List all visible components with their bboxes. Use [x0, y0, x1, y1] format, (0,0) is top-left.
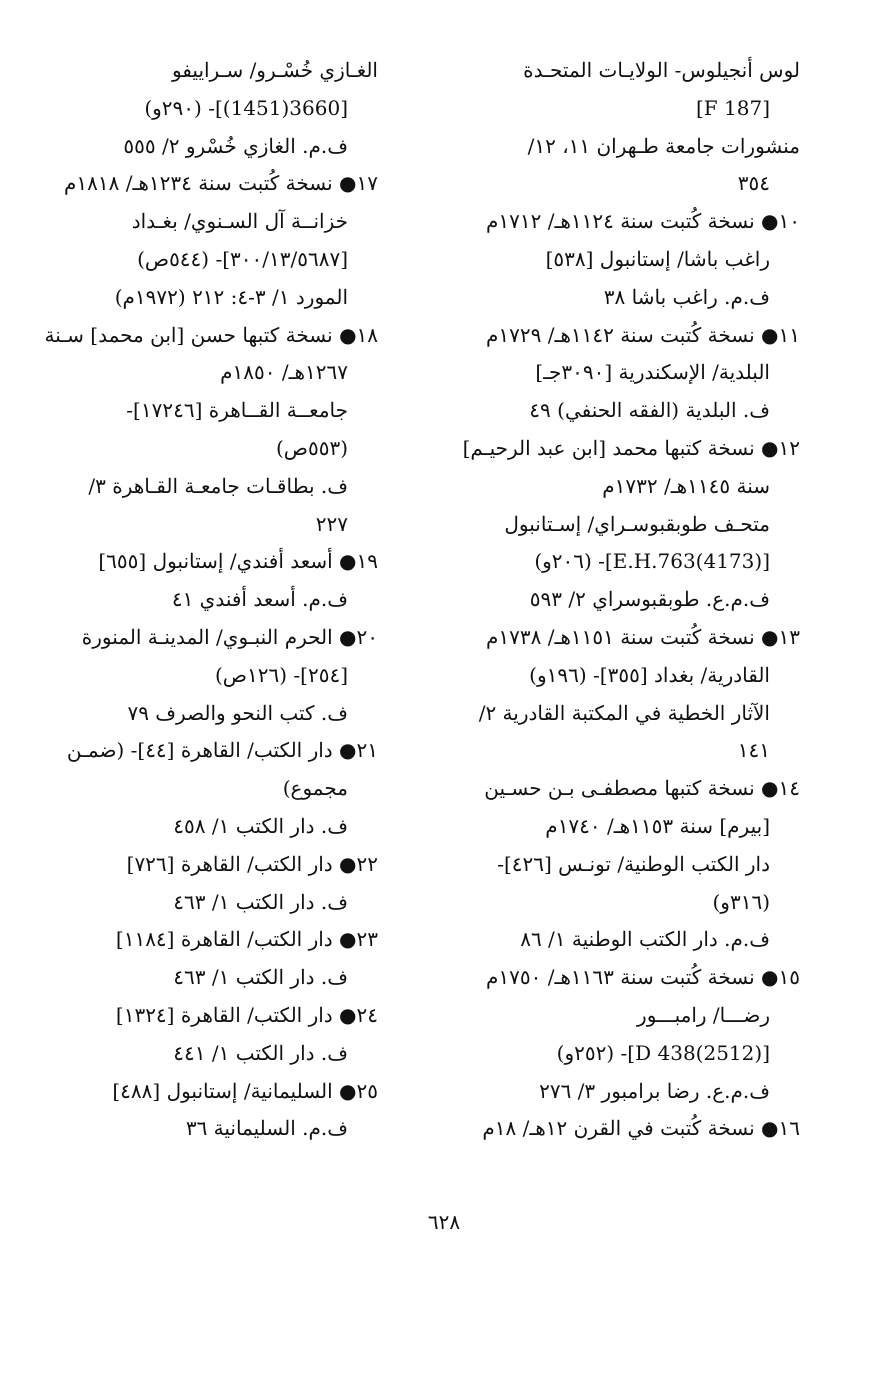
text-line: ١٠● نسخة كُتبت سنة ١١٢٤هـ/ ١٧١٢م: [486, 209, 800, 234]
text-line: ف.م. دار الكتب الوطنية ١/ ٨٦: [520, 927, 770, 952]
text-line: ف.م. أسعد أفندي ٤١: [171, 587, 348, 612]
text-line: ١٢● نسخة كتبها محمد [ابن عبد الرحيـم]: [462, 435, 800, 460]
text-line: ف.م.ع. رضا برامبور ٣/ ٢٧٦: [539, 1078, 770, 1103]
text-line: مجموع): [282, 776, 348, 801]
text-line: ف. البلدية (الفقه الحنفي) ٤٩: [529, 398, 770, 423]
text-line: [3660(1451)]- (٢٩٠و): [144, 95, 348, 120]
text-line: الغـازي خُسْـرو/ سـراييفو: [171, 58, 378, 82]
text-line: منشورات جامعة طـهران ١١، ١٢/: [527, 133, 800, 158]
text-line: [F 187]: [695, 95, 770, 120]
text-line: ١٥● نسخة كُتبت سنة ١١٦٣هـ/ ١٧٥٠م: [486, 965, 800, 990]
text-line: دار الكتب الوطنية/ تونـس [٤٢٦]-: [497, 851, 770, 876]
text-line: ف. كتب النحو والصرف ٧٩: [127, 700, 348, 725]
text-line: ١٧● نسخة كُتبت سنة ١٢٣٤هـ/ ١٨١٨م: [64, 171, 378, 196]
text-line: [٣٠٠/١٣/٥٦٨٧]- (٥٤٤ص): [137, 246, 348, 271]
text-line: (٥٥٣ص): [275, 435, 348, 460]
text-line: سنة ١١٤٥هـ/ ١٧٣٢م: [602, 473, 770, 498]
right-column: [460, 52, 800, 1148]
text-line: ف. بطاقـات جامعـة القـاهرة ٣/: [88, 473, 348, 498]
left-column: [38, 52, 378, 1148]
text-line: [E.H.763(4173)]- (٢٠٦و): [534, 549, 770, 574]
text-line: ف.م. السليمانية ٣٦: [185, 1116, 348, 1141]
text-line: البلدية/ الإسكندرية [٣٠٩٠جـ]: [535, 360, 770, 385]
text-line: ١٩● أسعد أفندي/ إستانبول [٦٥٥]: [98, 549, 378, 574]
text-line: رضـــا/ رامبـــور: [637, 1002, 770, 1027]
text-line: ٢١● دار الكتب/ القاهرة [٤٤]- (ضمـن: [66, 738, 378, 763]
text-line: ١٢٦٧هـ/ ١٨٥٠م: [220, 360, 348, 385]
text-line: ٢٢٧: [315, 511, 348, 536]
page-number: ٦٢٨: [427, 1210, 461, 1234]
text-line: [بيرم] سنة ١١٥٣هـ/ ١٧٤٠م: [545, 813, 770, 838]
text-line: متحـف طوبقبوسـراي/ إسـتانبول: [504, 511, 770, 536]
text-line: ٢٠● الحرم النبـوي/ المدينـة المنورة: [81, 624, 378, 649]
text-line: ٢٥● السليمانية/ إستانبول [٤٨٨]: [112, 1078, 378, 1103]
text-line: ٢٢● دار الكتب/ القاهرة [٧٢٦]: [126, 851, 378, 876]
text-line: (٣١٦و): [712, 889, 770, 914]
text-line: ف.م. راغب باشا ٣٨: [603, 284, 770, 309]
text-line: ف.م.ع. طوبقبوسراي ٢/ ٥٩٣: [529, 587, 770, 612]
text-line: ١٤● نسخة كتبها مصطفـى بـن حسـين: [484, 776, 800, 801]
text-line: ٢٣● دار الكتب/ القاهرة [١١٨٤]: [115, 927, 378, 952]
text-line: الآثار الخطية في المكتبة القادرية ٢/: [478, 700, 770, 725]
text-line: ف. دار الكتب ١/ ٤٤١: [173, 1040, 348, 1065]
text-line: ٢٤● دار الكتب/ القاهرة [١٣٢٤]: [115, 1002, 378, 1027]
text-line: المورد ١/ ٣-٤: ٢١٢ (١٩٧٢م): [114, 284, 348, 309]
text-line: خزانــة آل السـنوي/ بغـداد: [131, 209, 348, 234]
text-line: لوس أنجيلوس- الولايـات المتحـدة: [523, 58, 800, 82]
text-line: القادرية/ بغداد [٣٥٥]- (١٩٦و): [529, 662, 770, 687]
text-line: ١١● نسخة كُتبت سنة ١١٤٢هـ/ ١٧٢٩م: [486, 322, 800, 347]
text-line: ف.م. الغازي خُسْرو ٢/ ٥٥٥: [123, 133, 348, 158]
text-line: ١٦● نسخة كُتبت في القرن ١٢هـ/ ١٨م: [482, 1116, 800, 1141]
text-line: جامعــة القــاهرة [١٧٢٤٦]-: [126, 398, 348, 423]
text-line: ف. دار الكتب ١/ ٤٥٨: [173, 813, 348, 838]
text-line: ١٨● نسخة كتبها حسن [ابن محمد] سـنة: [44, 322, 378, 347]
text-line: ١٣● نسخة كُتبت سنة ١١٥١هـ/ ١٧٣٨م: [486, 624, 800, 649]
text-line: ٣٥٤: [737, 171, 770, 196]
text-line: [D 438(2512)]- (٢٥٢و): [556, 1040, 770, 1065]
text-line: راغب باشا/ إستانبول [٥٣٨]: [545, 246, 770, 271]
text-line: [٢٥٤]- (١٢٦ص): [215, 662, 348, 687]
text-line: ف. دار الكتب ١/ ٤٦٣: [173, 889, 348, 914]
text-line: ١٤١: [737, 738, 770, 763]
text-line: ف. دار الكتب ١/ ٤٦٣: [173, 965, 348, 990]
